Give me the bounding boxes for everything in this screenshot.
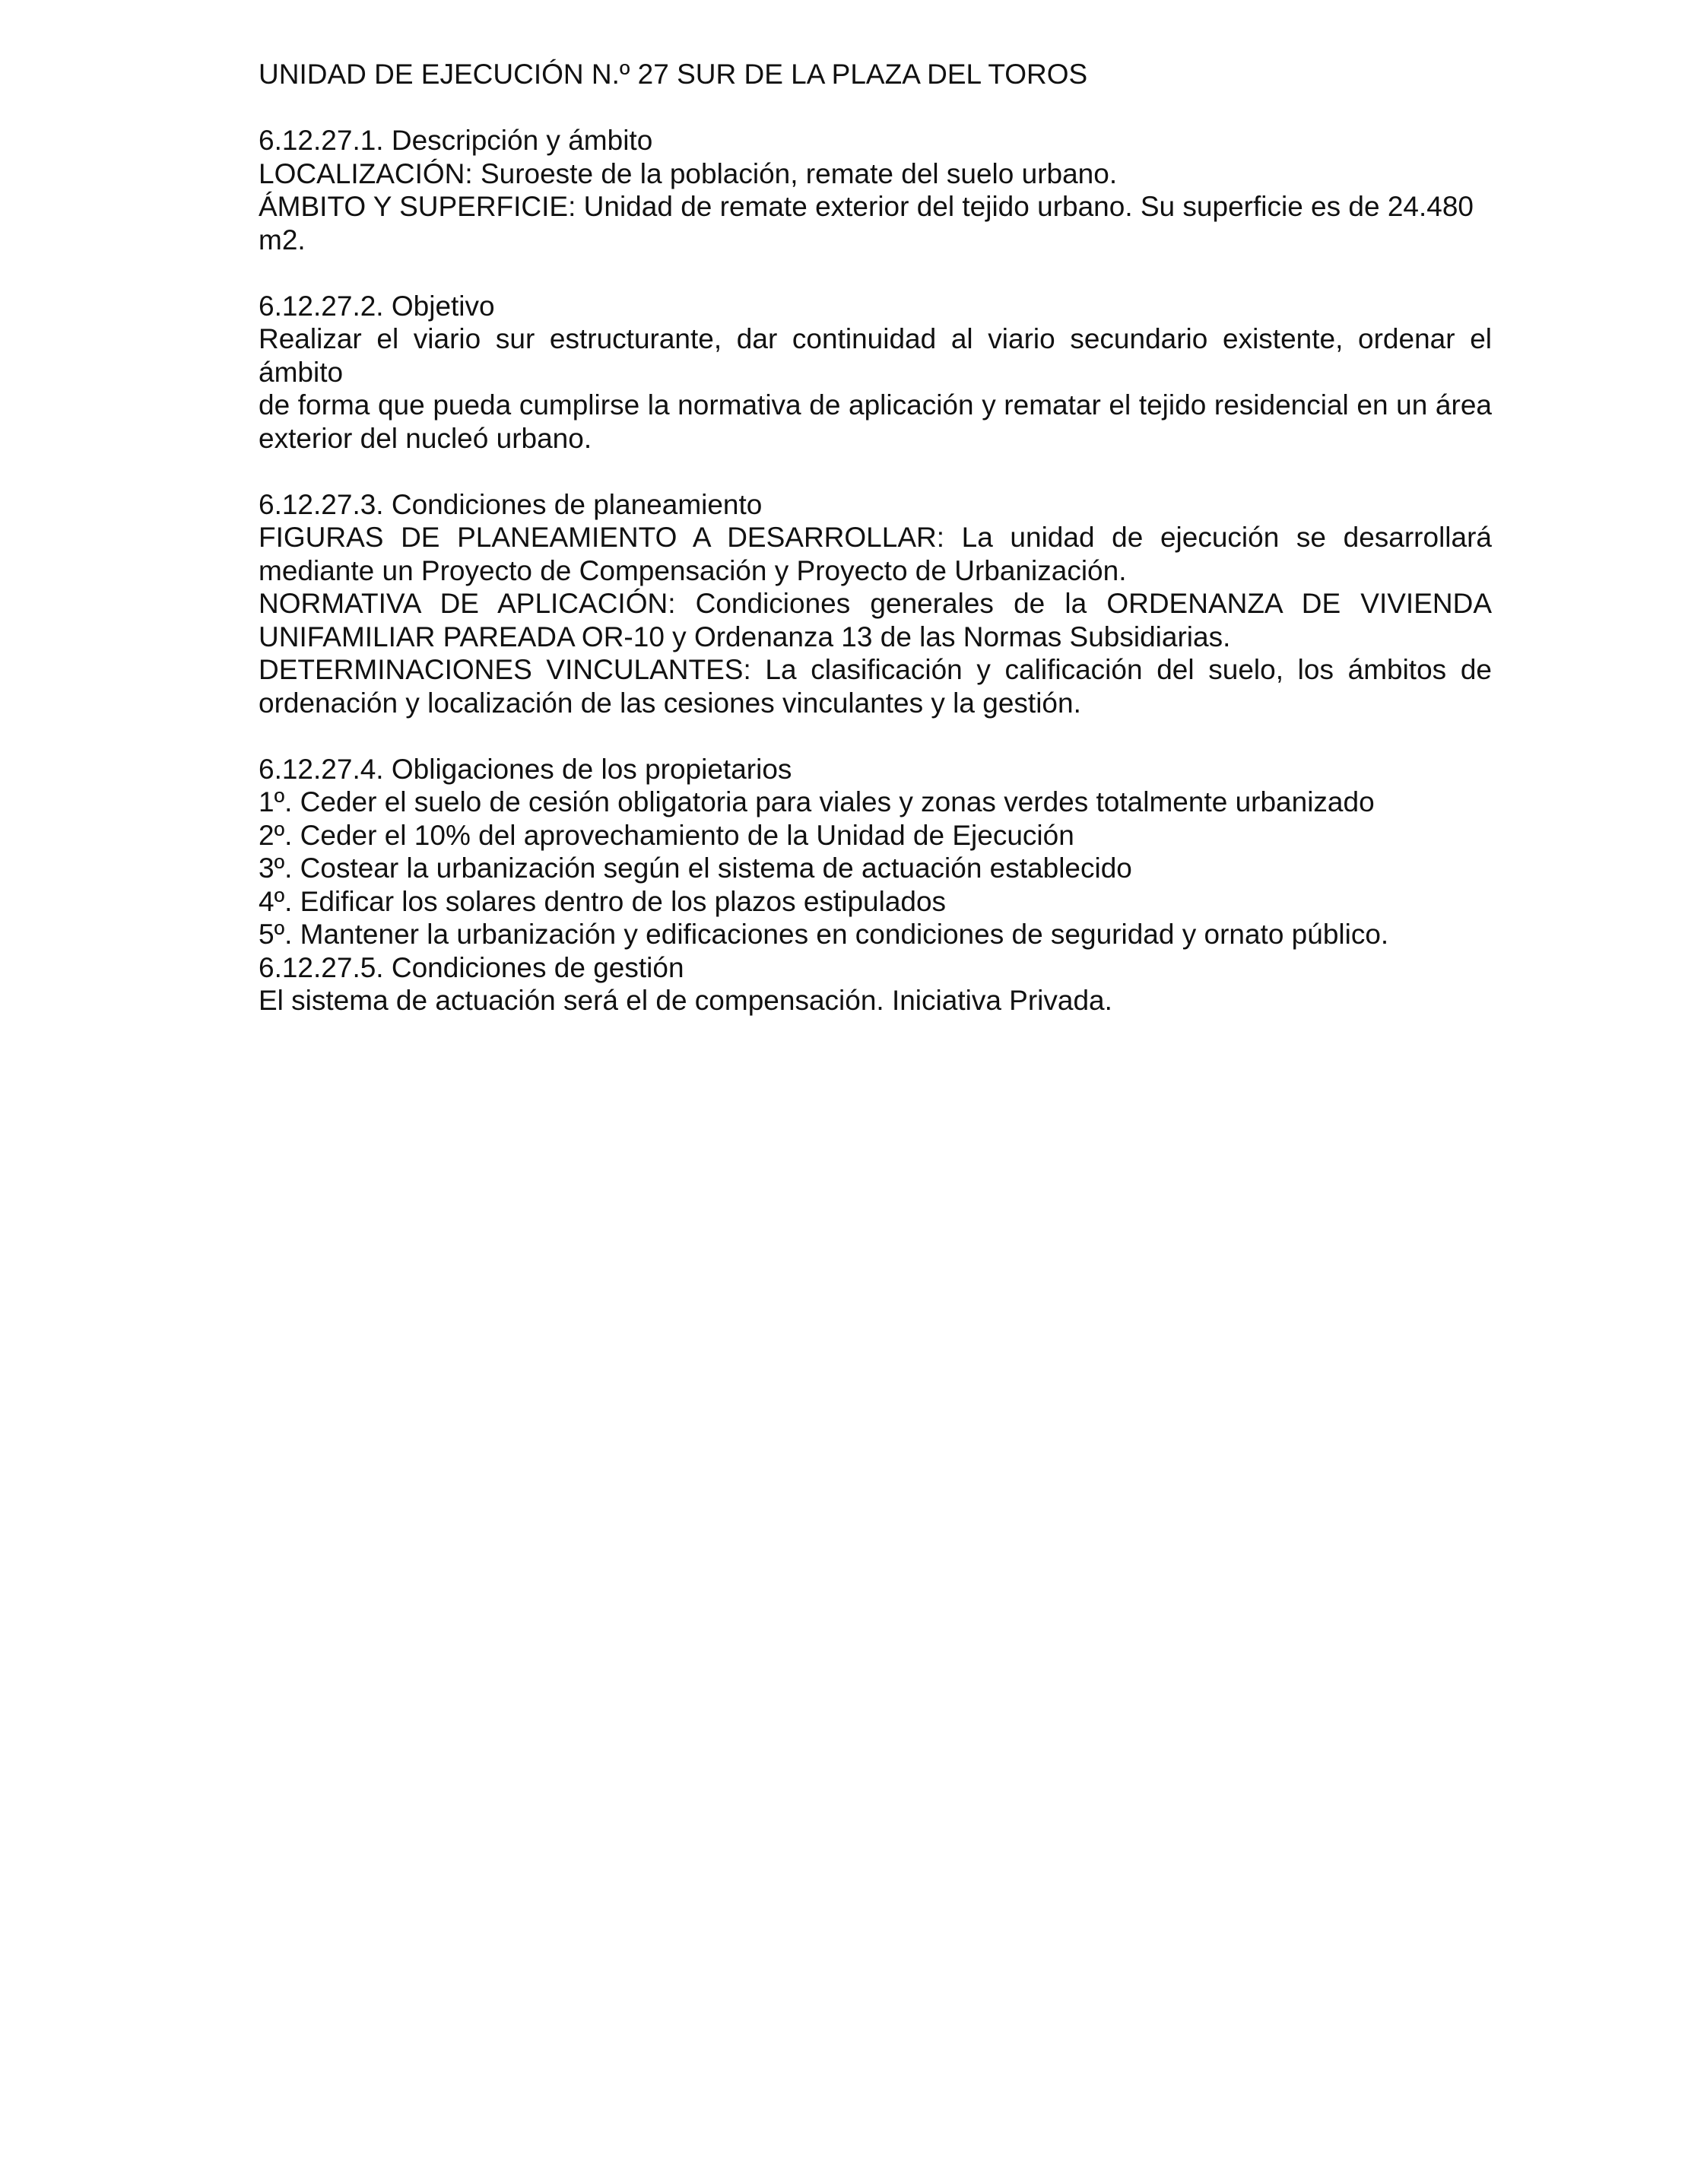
section-heading: 6.12.27.1. Descripción y ámbito	[259, 125, 653, 156]
list-item: 4º. Edificar los solares dentro de los plazos estipulados	[259, 885, 947, 917]
section-descripcion	[259, 124, 1492, 256]
normativa-text: NORMATIVA DE APLICACIÓN: Condiciones generales de la ORDENANZA DE VIVIENDA	[259, 588, 1492, 619]
ambito-text: ÁMBITO Y SUPERFICIE: Unidad de remate exterior del tejido urbano. Su superficie es de 24.480	[259, 191, 1474, 222]
list-item: 5º. Mantener la urbanización y edificaciones en condiciones de seguridad y ornato público.	[259, 919, 1389, 950]
spacer	[259, 256, 1492, 290]
list-item: 2º. Ceder el 10% del aprovechamiento de la Unidad de Ejecución	[259, 819, 1074, 851]
document-page	[259, 58, 1492, 1017]
document-title: UNIDAD DE EJECUCIÓN N.º 27 SUR DE LA PLAZA DEL TOROS	[259, 59, 1088, 90]
determinaciones-text: DETERMINACIONES VINCULANTES: La clasificación y calificación del suelo, los ámbitos de	[259, 654, 1492, 685]
ambito-text-cont: m2.	[259, 224, 306, 256]
list-item: 3º. Costear la urbanización según el sistema de actuación establecido	[259, 852, 1132, 884]
section-heading: 6.12.27.5. Condiciones de gestión	[259, 951, 684, 983]
section-objetivo	[259, 290, 1492, 456]
section-heading: 6.12.27.2. Objetivo	[259, 290, 495, 322]
figuras-text: FIGURAS DE PLANEAMIENTO A DESARROLLAR: La unidad de ejecución se desarrollará	[259, 522, 1492, 553]
localizacion-text: LOCALIZACIÓN: Suroeste de la población, remate del suelo urbano.	[259, 157, 1118, 189]
spacer	[259, 455, 1492, 488]
section-heading: 6.12.27.4. Obligaciones de los propietarios	[259, 753, 792, 785]
list-item: 1º. Ceder el suelo de cesión obligatoria para viales y zonas verdes totalmente urbanizado	[259, 786, 1375, 817]
section-planeamiento	[259, 488, 1492, 720]
figuras-text-cont: mediante un Proyecto de Compensación y Proyecto de Urbanización.	[259, 554, 1127, 586]
section-gestion	[259, 951, 1492, 1017]
spacer	[259, 91, 1492, 125]
section-obligaciones	[259, 753, 1492, 951]
objetivo-text: Realizar el viario sur estructurante, dar continuidad al viario secundario existente, ordenar el ámbito	[259, 323, 1492, 388]
gestion-text: El sistema de actuación será el de compensación. Iniciativa Privada.	[259, 985, 1112, 1016]
determinaciones-text-cont: ordenación y localización de las cesiones vinculantes y la gestión.	[259, 687, 1081, 719]
spacer	[259, 719, 1492, 753]
section-heading: 6.12.27.3. Condiciones de planeamiento	[259, 488, 763, 520]
normativa-text-cont: UNIFAMILIAR PAREADA OR-10 y Ordenanza 13 de las Normas Subsidiarias.	[259, 621, 1231, 652]
objetivo-text: de forma que pueda cumplirse la normativa de aplicación y rematar el tejido residencial en un área	[259, 389, 1492, 421]
objetivo-text: exterior del nucleó urbano.	[259, 422, 592, 454]
